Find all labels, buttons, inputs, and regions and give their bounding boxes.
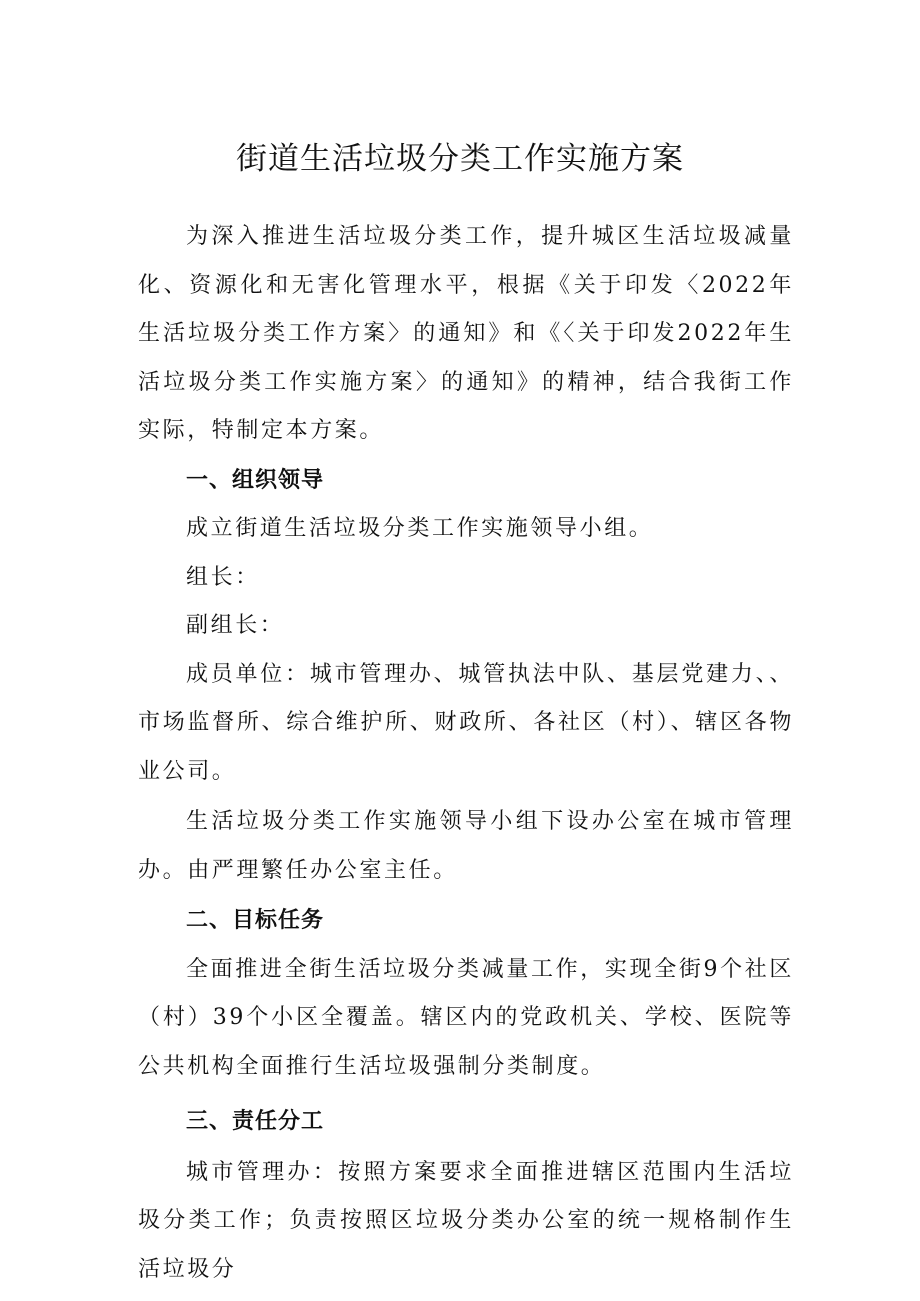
paragraph-group-leader: 组长：: [186, 564, 260, 590]
section-heading-targets: 二、目标任务: [186, 908, 325, 933]
document-body: [138, 213, 794, 1294]
intro-paragraph: 为深入推进生活垃圾分类工作，提升城区生活垃圾减量化、资源化和无害化管理水平，根据《关于印发〈2022年生活垃圾分类工作方案〉的通知》和《〈关于印发2022年生活垃圾分类工作实施方案〉的通知》的精神，结合我街工作实际，特制定本方案。: [138, 224, 794, 443]
section-heading-responsibilities: 三、责任分工: [186, 1109, 325, 1134]
paragraph-targets: 全面推进全街生活垃圾分类减量工作，实现全街9个社区（村）39个小区全覆盖。辖区内的党政机关、学校、医院等公共机构全面推行生活垃圾强制分类制度。: [138, 956, 794, 1079]
paragraph-leading-group: 成立街道生活垃圾分类工作实施领导小组。: [186, 516, 654, 541]
paragraph-city-management: 城市管理办：按照方案要求全面推进辖区范围内生活垃圾分类工作；负责按照区垃圾分类办公室的统一规格制作生活垃圾分: [138, 1159, 794, 1282]
paragraph-office: 生活垃圾分类工作实施领导小组下设办公室在城市管理办。由严理繁任办公室主任。: [138, 809, 794, 883]
paragraph-member-units: 成员单位：城市管理办、城管执法中队、基层党建力、、市场监督所、综合维护所、财政所、各社区（村）、辖区各物业公司。: [138, 661, 794, 784]
document-title: 街道生活垃圾分类工作实施方案: [236, 141, 684, 177]
paragraph-deputy-leader: 副组长：: [186, 613, 285, 638]
section-heading-organization: 一、组织领导: [186, 467, 325, 493]
